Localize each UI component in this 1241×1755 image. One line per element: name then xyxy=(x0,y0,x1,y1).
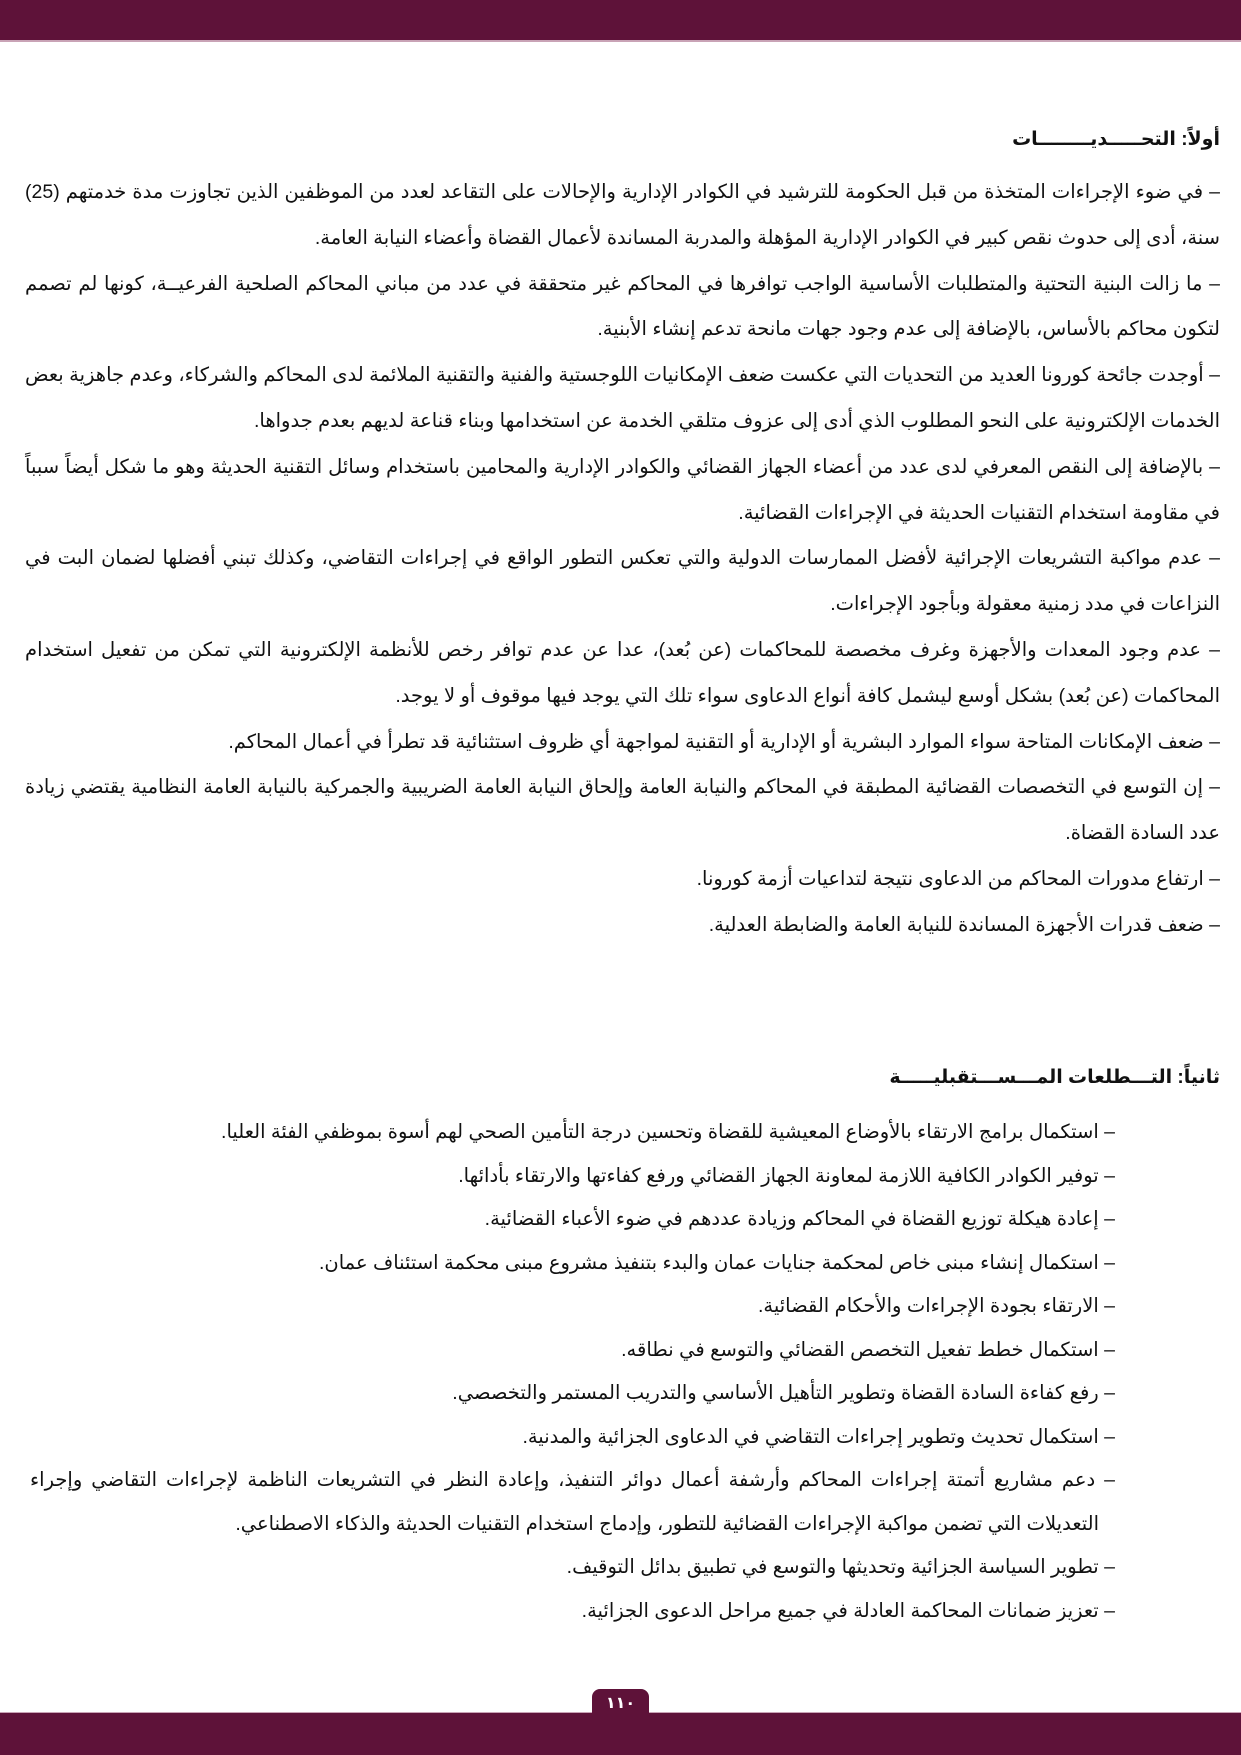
challenge-paragraph: – بالإضافة إلى النقص المعرفي لدى عدد من أعضاء الجهاز القضائي والكوادر الإدارية والمحامين باستخدام وسائل التقنية الحديثة وهو ما شكل أيضاً سبباً في مقاومة استخدام التقنيات الحديثة في الإجراءات القضائية. xyxy=(25,455,1220,524)
challenges-list xyxy=(25,170,1220,949)
challenge-paragraph: – ارتفاع مدورات المحاكم من الدعاوى نتيجة لتداعيات أزمة كورونا. xyxy=(696,867,1220,890)
challenge-paragraph: – ضعف الإمكانات المتاحة سواء الموارد البشرية أو الإدارية أو التقنية لمواجهة أي ظروف استثنائية قد تطرأ في أعمال المحاكم. xyxy=(228,730,1220,753)
challenge-paragraph: – عدم مواكبة التشريعات الإجرائية لأفضل الممارسات الدولية والتي تعكس التطور الواقع في إجراءات التقاضي، وكذلك تبني أفضلها لضمان البت في النزاعات في مدد زمنية معقولة وبأجود الإجراءات. xyxy=(25,547,1220,616)
header-bar xyxy=(0,0,1241,42)
aspirations-list xyxy=(28,1111,1115,1633)
aspiration-item: – رفع كفاءة السادة القضاة وتطوير التأهيل الأساسي والتدريب المستمر والتخصصي. xyxy=(452,1382,1115,1404)
challenge-paragraph: – عدم وجود المعدات والأجهزة وغرف مخصصة للمحاكمات (عن بُعد)، عدا عن عدم توافر رخص للأنظمة الإلكترونية التي تمكن من تفعيل استخدام المحاكمات (عن بُعد) بشكل أوسع ليشمل كافة أنواع الدعاوى سواء تلك التي يوجد فيها موقوف أو لا يوجد. xyxy=(25,638,1220,707)
aspiration-item-continuation: التعديلات التي تضمن مواكبة الإجراءات القضائية للتطور، وإدماج استخدام التقنيات الحديثة والذكاء الاصطناعي. xyxy=(235,1512,1099,1535)
aspiration-item: – تعزيز ضمانات المحاكمة العادلة في جميع مراحل الدعوى الجزائية. xyxy=(581,1599,1115,1622)
section-title-aspirations: ثانياً: التـــطلعات المـــســـتقبليـــــة xyxy=(889,1067,1220,1088)
challenge-paragraph: – ضعف قدرات الأجهزة المساندة للنيابة العامة والضابطة العدلية. xyxy=(708,913,1220,936)
aspiration-item: – الارتقاء بجودة الإجراءات والأحكام القضائية. xyxy=(757,1295,1115,1317)
aspiration-item: – استكمال خطط تفعيل التخصص القضائي والتوسع في نطاقه. xyxy=(621,1338,1115,1361)
section-title-challenges: أولاً: التحـــــديــــــــات xyxy=(1012,129,1220,150)
challenge-paragraph: – أوجدت جائحة كورونا العديد من التحديات التي عكست ضعف الإمكانيات اللوجستية والفنية والتقنية الملائمة لدى المحاكم والشركاء، وعدم جاهزية بعض الخدمات الإلكترونية على النحو المطلوب الذي أدى إلى عزوف متلقي الخدمة عن استخدامها وبناء قناعة لديهم بعدم جدواها. xyxy=(25,364,1220,432)
aspiration-item: – توفير الكوادر الكافية اللازمة لمعاونة الجهاز القضائي ورفع كفاءتها والارتقاء بأدائها. xyxy=(458,1164,1115,1187)
challenge-paragraph: – في ضوء الإجراءات المتخذة من قبل الحكومة للترشيد في الكوادر الإدارية والإحالات على التقاعد لعدد من الموظفين الذين تجاوزت مدة خدمتهم (25) سنة، أدى إلى حدوث نقص كبير في الكوادر الإدارية المؤهلة والمدربة المساندة لأعمال القضاة وأعضاء النيابة العامة. xyxy=(25,181,1220,249)
aspiration-item: – استكمال تحديث وتطوير إجراءات التقاضي في الدعاوى الجزائية والمدنية. xyxy=(522,1425,1115,1448)
aspiration-item: – استكمال برامج الارتقاء بالأوضاع المعيشية للقضاة وتحسين درجة التأمين الصحي لهم أسوة بموظفي الفئة العليا. xyxy=(221,1121,1115,1143)
challenge-paragraph: – إن التوسع في التخصصات القضائية المطبقة في المحاكم والنيابة العامة وإلحاق النيابة العامة الضريبية والجمركية بالنيابة العامة النظامية يقتضي زيادة عدد السادة القضاة. xyxy=(25,776,1220,845)
page-number: ١١٠ xyxy=(592,1689,649,1719)
aspiration-item: – إعادة هيكلة توزيع القضاة في المحاكم وزيادة عددهم في ضوء الأعباء القضائية. xyxy=(484,1208,1115,1230)
aspiration-item: – تطوير السياسة الجزائية وتحديثها والتوسع في تطبيق بدائل التوقيف. xyxy=(566,1556,1115,1578)
challenge-paragraph: – ما زالت البنية التحتية والمتطلبات الأساسية الواجب توافرها في المحاكم غير متحققة في عدد من مباني المحاكم الصلحية الفرعيــة، كونها لم تصمم لتكون محاكم بالأساس، بالإضافة إلى عدم وجود جهات مانحة تدعم إنشاء الأبنية. xyxy=(25,272,1220,341)
aspiration-item xyxy=(28,1459,1115,1546)
aspiration-item: – استكمال إنشاء مبنى خاص لمحكمة جنايات عمان والبدء بتنفيذ مشروع مبنى محكمة استئناف عمان. xyxy=(319,1251,1115,1274)
aspiration-item-first-line: – دعم مشاريع أتمتة إجراءات المحاكم وأرشفة أعمال دوائر التنفيذ، وإعادة النظر في التشريعات الناظمة لإجراءات التقاضي وإجراء xyxy=(30,1469,1115,1491)
